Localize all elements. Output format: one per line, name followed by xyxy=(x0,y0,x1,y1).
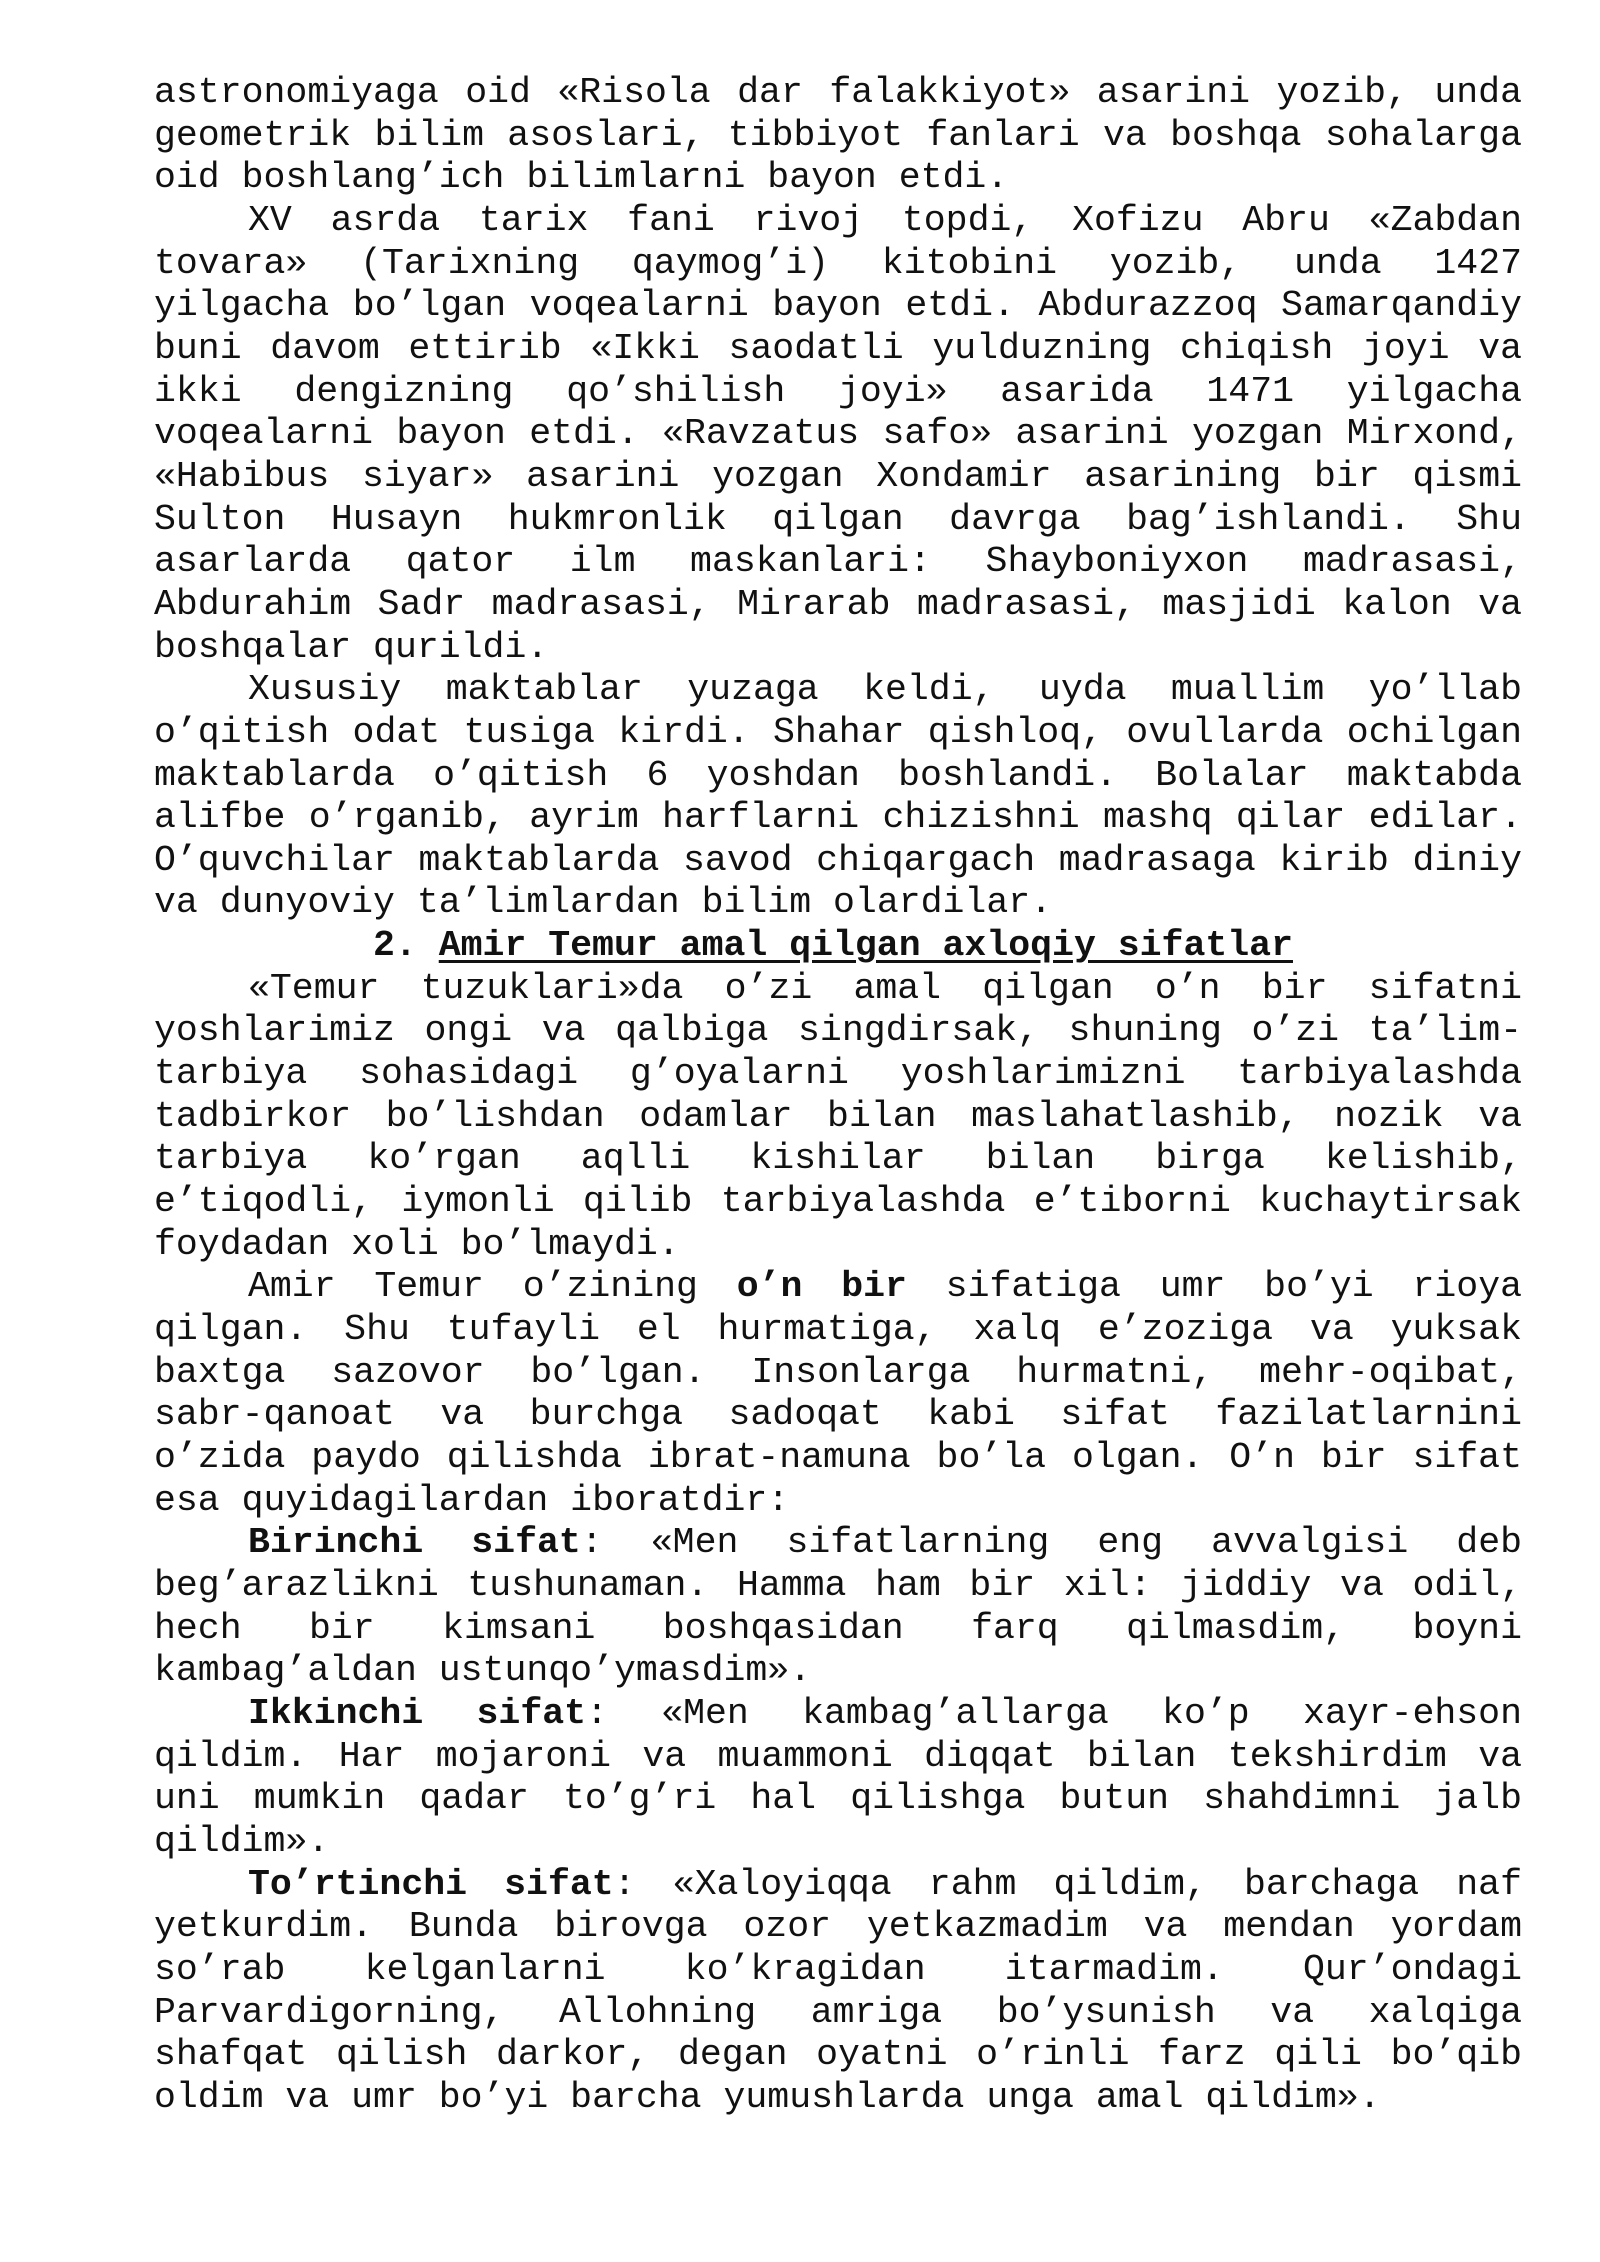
quality-text: : «Men sifatlarning eng avvalgisi deb beg’arazlikni tushunaman. Hamma ham bir xil: jiddiy va odil, hech bir kimsani boshqasidan farq qilmasdim, boyni kambag’aldan ustunqo’ymasdim». xyxy=(154,1522,1522,1692)
quality-text: : «Men kambag’allarga ko’p xayr-ehson qildim. Har mojaroni va muammoni diqqat bilan tekshirdim va uni mumkin qadar to’g’ri hal qilishga butun shahdimni jalb qildim». xyxy=(154,1692,1522,1862)
quality-label: Ikkinchi sifat xyxy=(248,1692,587,1734)
document-page xyxy=(154,72,1522,2120)
paragraph-text-start: Amir Temur o’zining xyxy=(248,1266,737,1308)
paragraph-history-15th-century: XV asrda tarix fani rivoj topdi, Xofizu Abru «Zabdan tovara» (Tarixning qaymog’i) kitobini yozib, unda 1427 yilgacha bo’lgan voqealarni bayon etdi. Abdurazzoq Samarqandiy buni davom ettirib «Ikki saodatli yulduzning chiqish joyi va ikki dengizning qo’shilish joyi» asarida 1471 yilgacha voqealarni bayon etdi. «Ravzatus safo» asarini yozgan Mirxond, «Habibus siyar» asarini yozgan Xondamir asarining bir qismi Sulton Husayn hukmronlik qilgan davrga bag’ishlandi. Shu asarlarda qator ilm maskanlari: Shayboniyxon madrasasi, Abdurahim Sadr madrasasi, Mirarab madrasasi, masjidi kalon va boshqalar qurildi. xyxy=(154,199,1522,668)
quality-first xyxy=(154,1522,1522,1693)
paragraph-eleven-qualities xyxy=(154,1266,1522,1522)
bold-emphasis: o’n bir xyxy=(736,1266,907,1308)
section-heading xyxy=(154,925,1522,968)
quality-second xyxy=(154,1693,1522,1864)
quality-fourth xyxy=(154,1864,1522,2120)
quality-label: To’rtinchi sifat xyxy=(248,1863,614,1905)
section-title: Amir Temur amal qilgan axloqiy sifatlar xyxy=(438,925,1293,967)
paragraph-text-end: sifatiga umr bo’yi rioya qilgan. Shu tufayli el hurmatiga, xalq e’zoziga va yuksak baxtga sazovor bo’lgan. Insonlarga hurmatni, mehr-oqibat, sabr-qanoat va burchga sadoqat kabi sifat fazilatlarnini o’zida paydo qilishda ibrat-namuna bo’la olgan. O’n bir sifat esa quyidagilardan iboratdir: xyxy=(154,1266,1522,1521)
paragraph-temur-tuzuklari: «Temur tuzuklari»da o’zi amal qilgan o’n bir sifatni yoshlarimiz ongi va qalbiga singdirsak, shuning o’zi ta’lim-tarbiya sohasidagi g’oyalarni yoshlarimizni tarbiyalashda tadbirkor bo’lishdan odamlar bilan maslahatlashib, nozik va tarbiya ko’rgan aqlli kishilar bilan birga kelishib, e’tiqodli, iymonli qilib tarbiyalashda e’tiborni kuchaytirsak foydadan xoli bo’lmaydi. xyxy=(154,967,1522,1265)
paragraph-astronomy: astronomiyaga oid «Risola dar falakkiyot» asarini yozib, unda geometrik bilim asoslari, tibbiyot fanlari va boshqa sohalarga oid boshlang’ich bilimlarni bayon etdi. xyxy=(154,72,1522,199)
quality-label: Birinchi sifat xyxy=(248,1522,581,1564)
section-number: 2. xyxy=(373,925,417,967)
paragraph-private-schools: Xususiy maktablar yuzaga keldi, uyda muallim yo’llab o’qitish odat tusiga kirdi. Shahar qishloq, ovullarda ochilgan maktablarda o’qitish 6 yoshdan boshlandi. Bolalar maktabda alifbe o’rganib, ayrim harflarni chizishni mashq qilar edilar. O’quvchilar maktablarda savod chiqargach madrasaga kirib diniy va dunyoviy ta’limlardan bilim olardilar. xyxy=(154,669,1522,924)
quality-text: : «Xaloyiqqa rahm qildim, barchaga naf yetkurdim. Bunda birovga ozor yetkazmadim va mendan yordam so’rab kelganlarni ko’kragidan itarmadim. Qur’ondagi Parvardigorning, Allohning amriga bo’ysunish va xalqiga shafqat qilish darkor, degan oyatni o’rinli farz qili bo’qib oldim va umr bo’yi barcha yumushlarda unga amal qildim». xyxy=(154,1863,1522,2118)
